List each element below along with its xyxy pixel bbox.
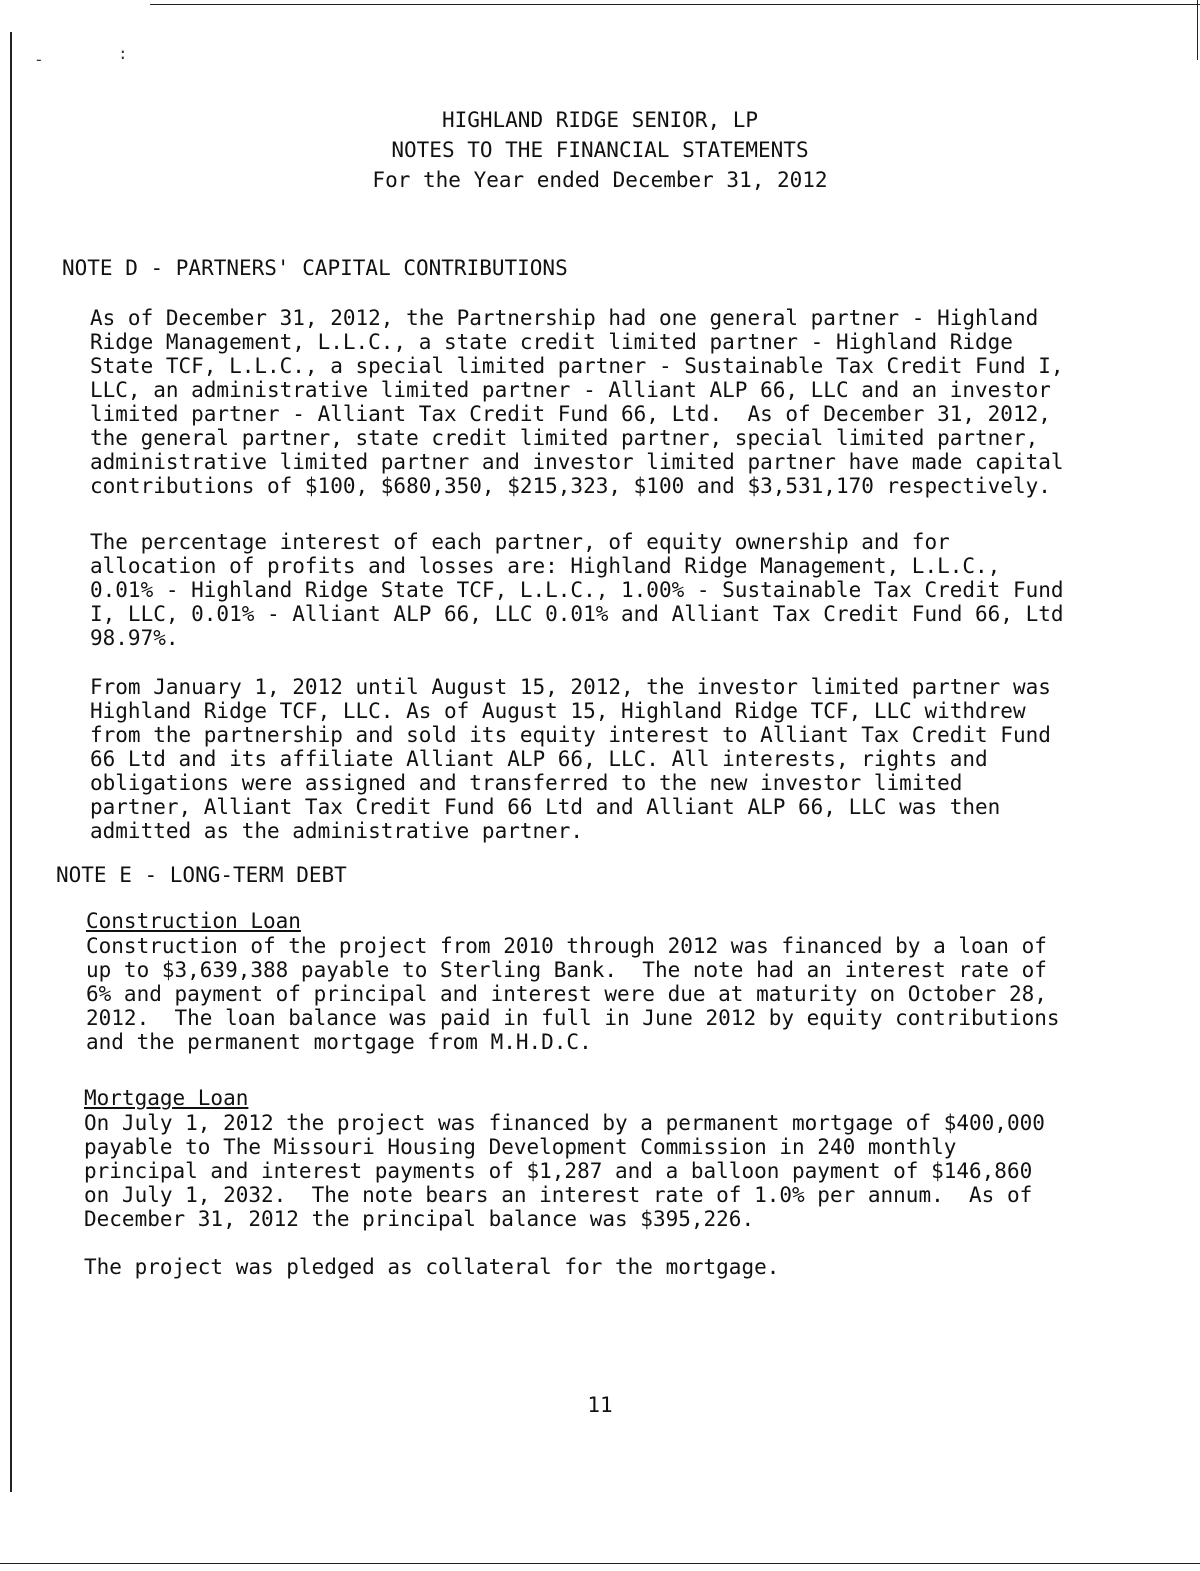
note-d-paragraph-1: As of December 31, 2012, the Partnership had one general partner - Highland Ridge Management, L.L.C., a state credit limited partner - Highland Ridge State TCF, L.L.C., a special limited partner - Sustainable Tax Credit Fund I, LLC, an administrative limited partner - Alliant ALP 66, LLC and an investor limited partner - Alliant Tax Credit Fund 66, Ltd. As of December 31, 2012, the general partner, state credit limited partner, special limited partner, administrative limited partner and investor limited partner have made capital contributions of $100, $680,350, $215,323, $100 and $3,531,170 respectively. [90,306,1064,498]
construction-loan-text: Construction of the project from 2010 through 2012 was financed by a loan of up to $3,639,388 payable to Sterling Bank. The note had an interest rate of 6% and payment of principal and interest were due at maturity on October 28, 2012. The loan balance was paid in full in June 2012 by equity contributions and the permanent mortgage from M.H.D.C. [86,934,1060,1054]
statement-period: For the Year ended December 31, 2012 [372,168,828,192]
scan-edge-left [10,32,12,1492]
scan-edge-top [150,4,1200,5]
collateral-statement: The project was pledged as collateral for the mortgage. [84,1255,780,1279]
note-d-heading: NOTE D - PARTNERS' CAPITAL CONTRIBUTIONS [62,256,568,280]
mortgage-loan-text: On July 1, 2012 the project was financed by a permanent mortgage of $400,000 payable to The Missouri Housing Development Commission in 240 monthly principal and interest payments of $1,287 and a balloon payment of $146,860 on July 1, 2032. The note bears an interest rate of 1.0% per annum. As of December 31, 2012 the principal balance was $395,226. [84,1111,1045,1231]
page-number: 11 [587,1393,613,1417]
note-d-paragraph-2: The percentage interest of each partner, of equity ownership and for allocation of profits and losses are: Highland Ridge Management, L.L.C., 0.01% - Highland Ridge State TCF, L.L.C., 1.00% - Sustainable Tax Credit Fund I, LLC, 0.01% - Alliant ALP 66, LLC 0.01% and Alliant Tax Credit Fund 66, Ltd 98.97%. [90,530,1064,650]
note-d-paragraph-3: From January 1, 2012 until August 15, 2012, the investor limited partner was Highland Ridge TCF, LLC. As of August 15, Highland Ridge TCF, LLC withdrew from the partnership and sold its equity interest to Alliant Tax Credit Fund 66 Ltd and its affiliate Alliant ALP 66, LLC. All interests, rights and obligations were assigned and transferred to the new investor limited partner, Alliant Tax Credit Fund 66 Ltd and Alliant ALP 66, LLC was then admitted as the administrative partner. [90,675,1051,843]
document-header [0,105,1200,195]
statement-title: NOTES TO THE FINANCIAL STATEMENTS [391,138,809,162]
note-e-heading: NOTE E - LONG-TERM DEBT [56,863,347,887]
scan-speck: - [34,50,44,69]
scan-edge-bottom [0,1563,1200,1564]
mortgage-loan-title: Mortgage Loan [84,1086,249,1110]
company-name: HIGHLAND RIDGE SENIOR, LP [441,108,759,132]
scan-edge-right [1197,0,1198,60]
scan-speck: : [118,44,128,63]
construction-loan-title: Construction Loan [86,909,301,933]
